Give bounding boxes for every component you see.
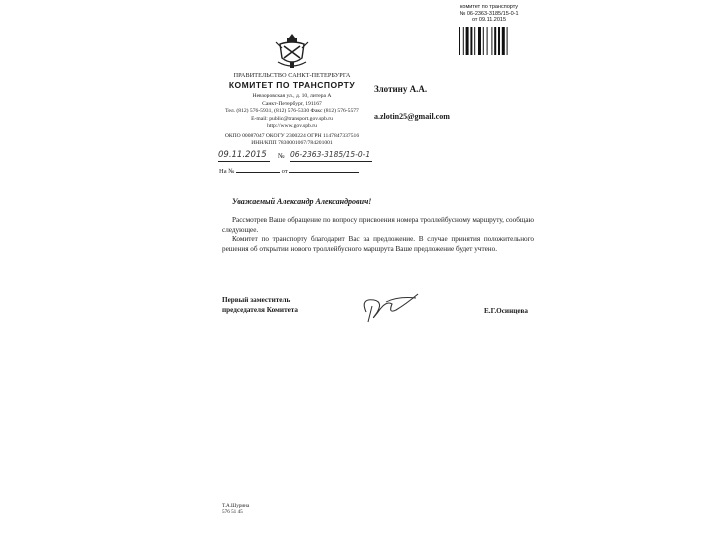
committee-name: КОМИТЕТ ПО ТРАНСПОРТУ	[228, 80, 356, 90]
address-block	[216, 93, 368, 131]
letter-body	[222, 216, 534, 254]
executor-info	[222, 503, 249, 515]
number-underline	[290, 161, 372, 162]
signatory-title-line-2: председателя Комитета	[222, 305, 299, 314]
codes-line-1: ОКПО 00087047 ОКОГУ 2300224 ОГРН 1147847337516	[224, 133, 360, 139]
executor-name: Т.А.Шурина	[222, 503, 250, 509]
government-name: ПРАВИТЕЛЬСТВО САНКТ-ПЕТЕРБУРГА	[233, 72, 351, 79]
stamp-line-1: комитет по транспорту	[459, 4, 519, 10]
date-underline	[218, 161, 270, 162]
from-label: от	[281, 168, 288, 175]
outgoing-number: 06-2363-3185/15-0-1	[290, 150, 371, 159]
address-line-1: Невзоровская ул., д. 10, литера А	[252, 93, 332, 99]
phone-line: Тел. (812) 576-5931, (812) 576-5330 Факс (812) 576-5577	[225, 108, 359, 115]
web-line: http://www.gov.spb.ru	[267, 123, 317, 130]
executor-phone: 576 51 45	[222, 509, 243, 516]
paragraph-2: Комитет по транспорту благодарит Вас за предложение. В случае принятия положительного решения об открытии нового троллейбусного маршрута Ваше предложение будет учтено.	[222, 235, 534, 253]
registration-stamp	[456, 4, 522, 24]
signatory-title	[222, 296, 298, 315]
registry-codes	[216, 133, 368, 148]
signatory-title-line-1: Первый заместитель	[222, 296, 291, 304]
reply-label: На №	[219, 168, 235, 175]
recipient-email: a.zlotin25@gmail.com	[374, 112, 450, 121]
handwritten-signature	[352, 284, 422, 324]
barcode	[459, 27, 521, 55]
coat-of-arms-icon	[272, 32, 312, 72]
address-line-2: Санкт-Петербург, 191167	[262, 100, 322, 107]
stamp-line-3: от 09.11.2015	[471, 17, 507, 23]
signatory-name: Е.Г.Осинцева	[484, 307, 529, 315]
outgoing-date: 09.11.2015	[218, 150, 267, 160]
paragraph-1: Рассмотрев Ваше обращение по вопросу присвоения номера троллейбусному маршруту, сообщаю следующее.	[222, 216, 534, 234]
stamp-line-2: № 06-2363-3185/15-0-1	[459, 10, 519, 17]
reply-reference	[219, 168, 359, 175]
codes-line-2: ИНН/КПП 7830001067/784201001	[251, 140, 333, 147]
salutation: Уважаемый Александр Александрович!	[232, 197, 372, 206]
number-sign: №	[278, 152, 285, 160]
email-line: E-mail: public@transport.gov.spb.ru	[251, 115, 333, 122]
recipient-name: Злотину А.А.	[374, 84, 428, 94]
